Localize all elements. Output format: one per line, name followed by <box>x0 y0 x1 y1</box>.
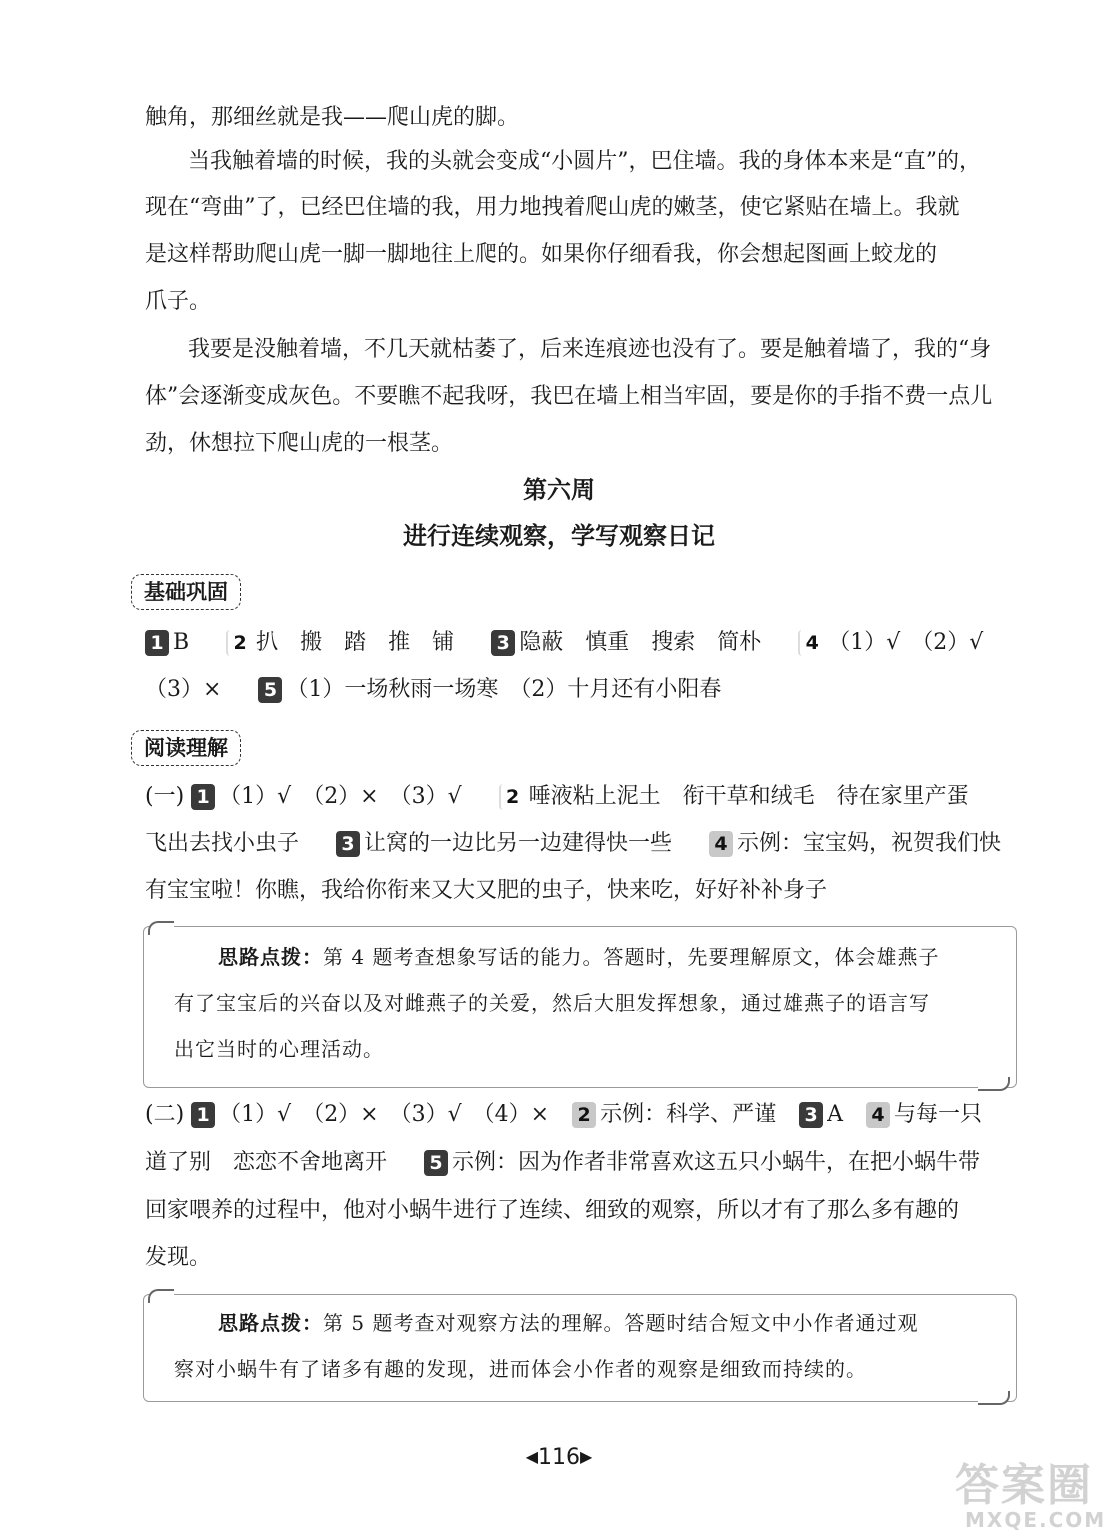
answer-text: （1）√ （2）√ <box>828 630 984 655</box>
basic-answers-row-1 <box>145 628 983 658</box>
part-prefix: (一) <box>145 784 185 809</box>
section-tag-reading: 阅读理解 <box>131 730 241 766</box>
answer-text: 示例：科学、严谨 <box>600 1102 777 1127</box>
watermark-logo-text: 答案圈 <box>955 1460 1093 1511</box>
answer-text: （1）一场秋雨一场寒 （2）十月还有小阳春 <box>286 677 722 702</box>
week-subtitle: 进行连续观察，学写观察日记 <box>403 522 715 550</box>
hint-line: 思路点拨：第 4 题考查想象写话的能力。答题时，先要理解原文，体会雄燕子 <box>218 945 940 969</box>
reading-part1-row-2 <box>145 829 1001 859</box>
reading-part1-row-3: 有宝宝啦！你瞧，我给你衔来又大又肥的虫子，快来吃，好好补补身子 <box>145 878 828 903</box>
part-prefix: (二) <box>145 1102 185 1127</box>
hint-line: 思路点拨：第 5 题考查对观察方法的理解。答题时结合短文中小作者通过观 <box>218 1311 919 1335</box>
week-title: 第六周 <box>523 476 595 504</box>
hint-label: 思路点拨： <box>218 945 323 969</box>
reading-part2-row-4: 发现。 <box>145 1245 212 1270</box>
answer-text: B <box>173 630 190 655</box>
passage-line: 是这样帮助爬山虎一脚一脚地往上爬的。如果你仔细看我，你会想起图画上蛟龙的 <box>145 242 938 267</box>
page-number: ◀116▶ <box>525 1445 593 1470</box>
hint-box-2 <box>143 1294 1017 1402</box>
reading-part2-row-3: 回家喂养的过程中，他对小蜗牛进行了连续、细致的观察，所以才有了那么多有趣的 <box>145 1198 960 1223</box>
answer-text: 唾液粘上泥土 衔干草和绒毛 待在家里产蛋 <box>528 784 969 809</box>
answer-text: 扒 搬 踏 推 铺 <box>256 630 455 655</box>
question-number-badge: 1 <box>191 784 215 810</box>
question-number-badge: 1 <box>145 630 169 656</box>
reading-part2-row-1 <box>145 1100 982 1130</box>
hint-box-corner <box>978 1391 1010 1405</box>
question-number-badge: 4 <box>709 831 733 857</box>
hint-box-corner <box>978 1077 1010 1091</box>
hint-box-corner <box>148 1289 174 1303</box>
hint-box-corner <box>148 921 174 935</box>
answer-text: （3）× <box>145 677 222 702</box>
question-number-badge: 2 <box>499 784 525 810</box>
hint-label: 思路点拨： <box>218 1311 323 1335</box>
passage-line: 体”会逐渐变成灰色。不要瞧不起我呀，我巴在墙上相当牢固，要是你的手指不费一点儿 <box>145 384 993 409</box>
hint-line: 有了宝宝后的兴奋以及对雌燕子的关爱，然后大胆发挥想象，通过雄燕子的语言写 <box>174 991 930 1015</box>
question-number-badge: 3 <box>491 630 515 656</box>
question-number-badge: 1 <box>191 1102 215 1128</box>
passage-line: 当我触着墙的时候，我的头就会变成“小圆片”，巴住墙。我的身体本来是“直”的， <box>188 149 981 174</box>
reading-part1-row-1 <box>145 782 969 812</box>
answer-text: 道了别 恋恋不舍地离开 <box>145 1150 388 1175</box>
watermark-url: MXQE.COM <box>965 1508 1107 1532</box>
triangle-right-icon: ▶ <box>580 1447 593 1466</box>
section-tag-basic: 基础巩固 <box>131 574 241 610</box>
passage-line: 爪子。 <box>145 289 212 314</box>
question-number-badge: 3 <box>336 831 360 857</box>
passage-line: 劲，休想拉下爬山虎的一根茎。 <box>145 431 454 456</box>
question-number-badge: 4 <box>798 630 824 656</box>
passage-line: 我要是没触着墙，不几天就枯萎了，后来连痕迹也没有了。要是触着墙了，我的“身 <box>188 337 992 362</box>
triangle-left-icon: ◀ <box>525 1447 538 1466</box>
answer-text: 示例：因为作者非常喜欢这五只小蜗牛，在把小蜗牛带 <box>452 1150 981 1175</box>
question-number-badge: 2 <box>572 1102 596 1128</box>
passage-line: 触角，那细丝就是我——爬山虎的脚。 <box>145 105 520 130</box>
answer-text: 与每一只 <box>893 1102 982 1127</box>
answer-text: 让窝的一边比另一边建得快一些 <box>364 831 673 856</box>
question-number-badge: 3 <box>799 1102 823 1128</box>
answer-text: 隐蔽 慎重 搜索 简朴 <box>519 630 762 655</box>
question-number-badge: 5 <box>424 1150 448 1176</box>
answer-text: A <box>827 1102 843 1127</box>
question-number-badge: 2 <box>226 630 252 656</box>
question-number-badge: 4 <box>866 1102 890 1128</box>
hint-line: 出它当时的心理活动。 <box>174 1037 384 1061</box>
passage-line: 现在“弯曲”了，已经巴住墙的我，用力地拽着爬山虎的嫩茎，使它紧贴在墙上。我就 <box>145 195 960 220</box>
hint-box-1 <box>143 926 1017 1088</box>
basic-answers-row-2 <box>145 675 721 705</box>
question-number-badge: 5 <box>258 677 282 703</box>
hint-line: 察对小蜗牛有了诸多有趣的发现，进而体会小作者的观察是细致而持续的。 <box>174 1357 867 1381</box>
answer-text: （1）√ （2）× （3）√ <box>219 784 462 809</box>
answer-text: 示例：宝宝妈，祝贺我们快 <box>737 831 1002 856</box>
answer-text: 飞出去找小虫子 <box>145 831 300 856</box>
answer-text: （1）√ （2）× （3）√ （4）× <box>219 1102 550 1127</box>
reading-part2-row-2 <box>145 1148 980 1178</box>
watermark <box>955 1462 1105 1532</box>
